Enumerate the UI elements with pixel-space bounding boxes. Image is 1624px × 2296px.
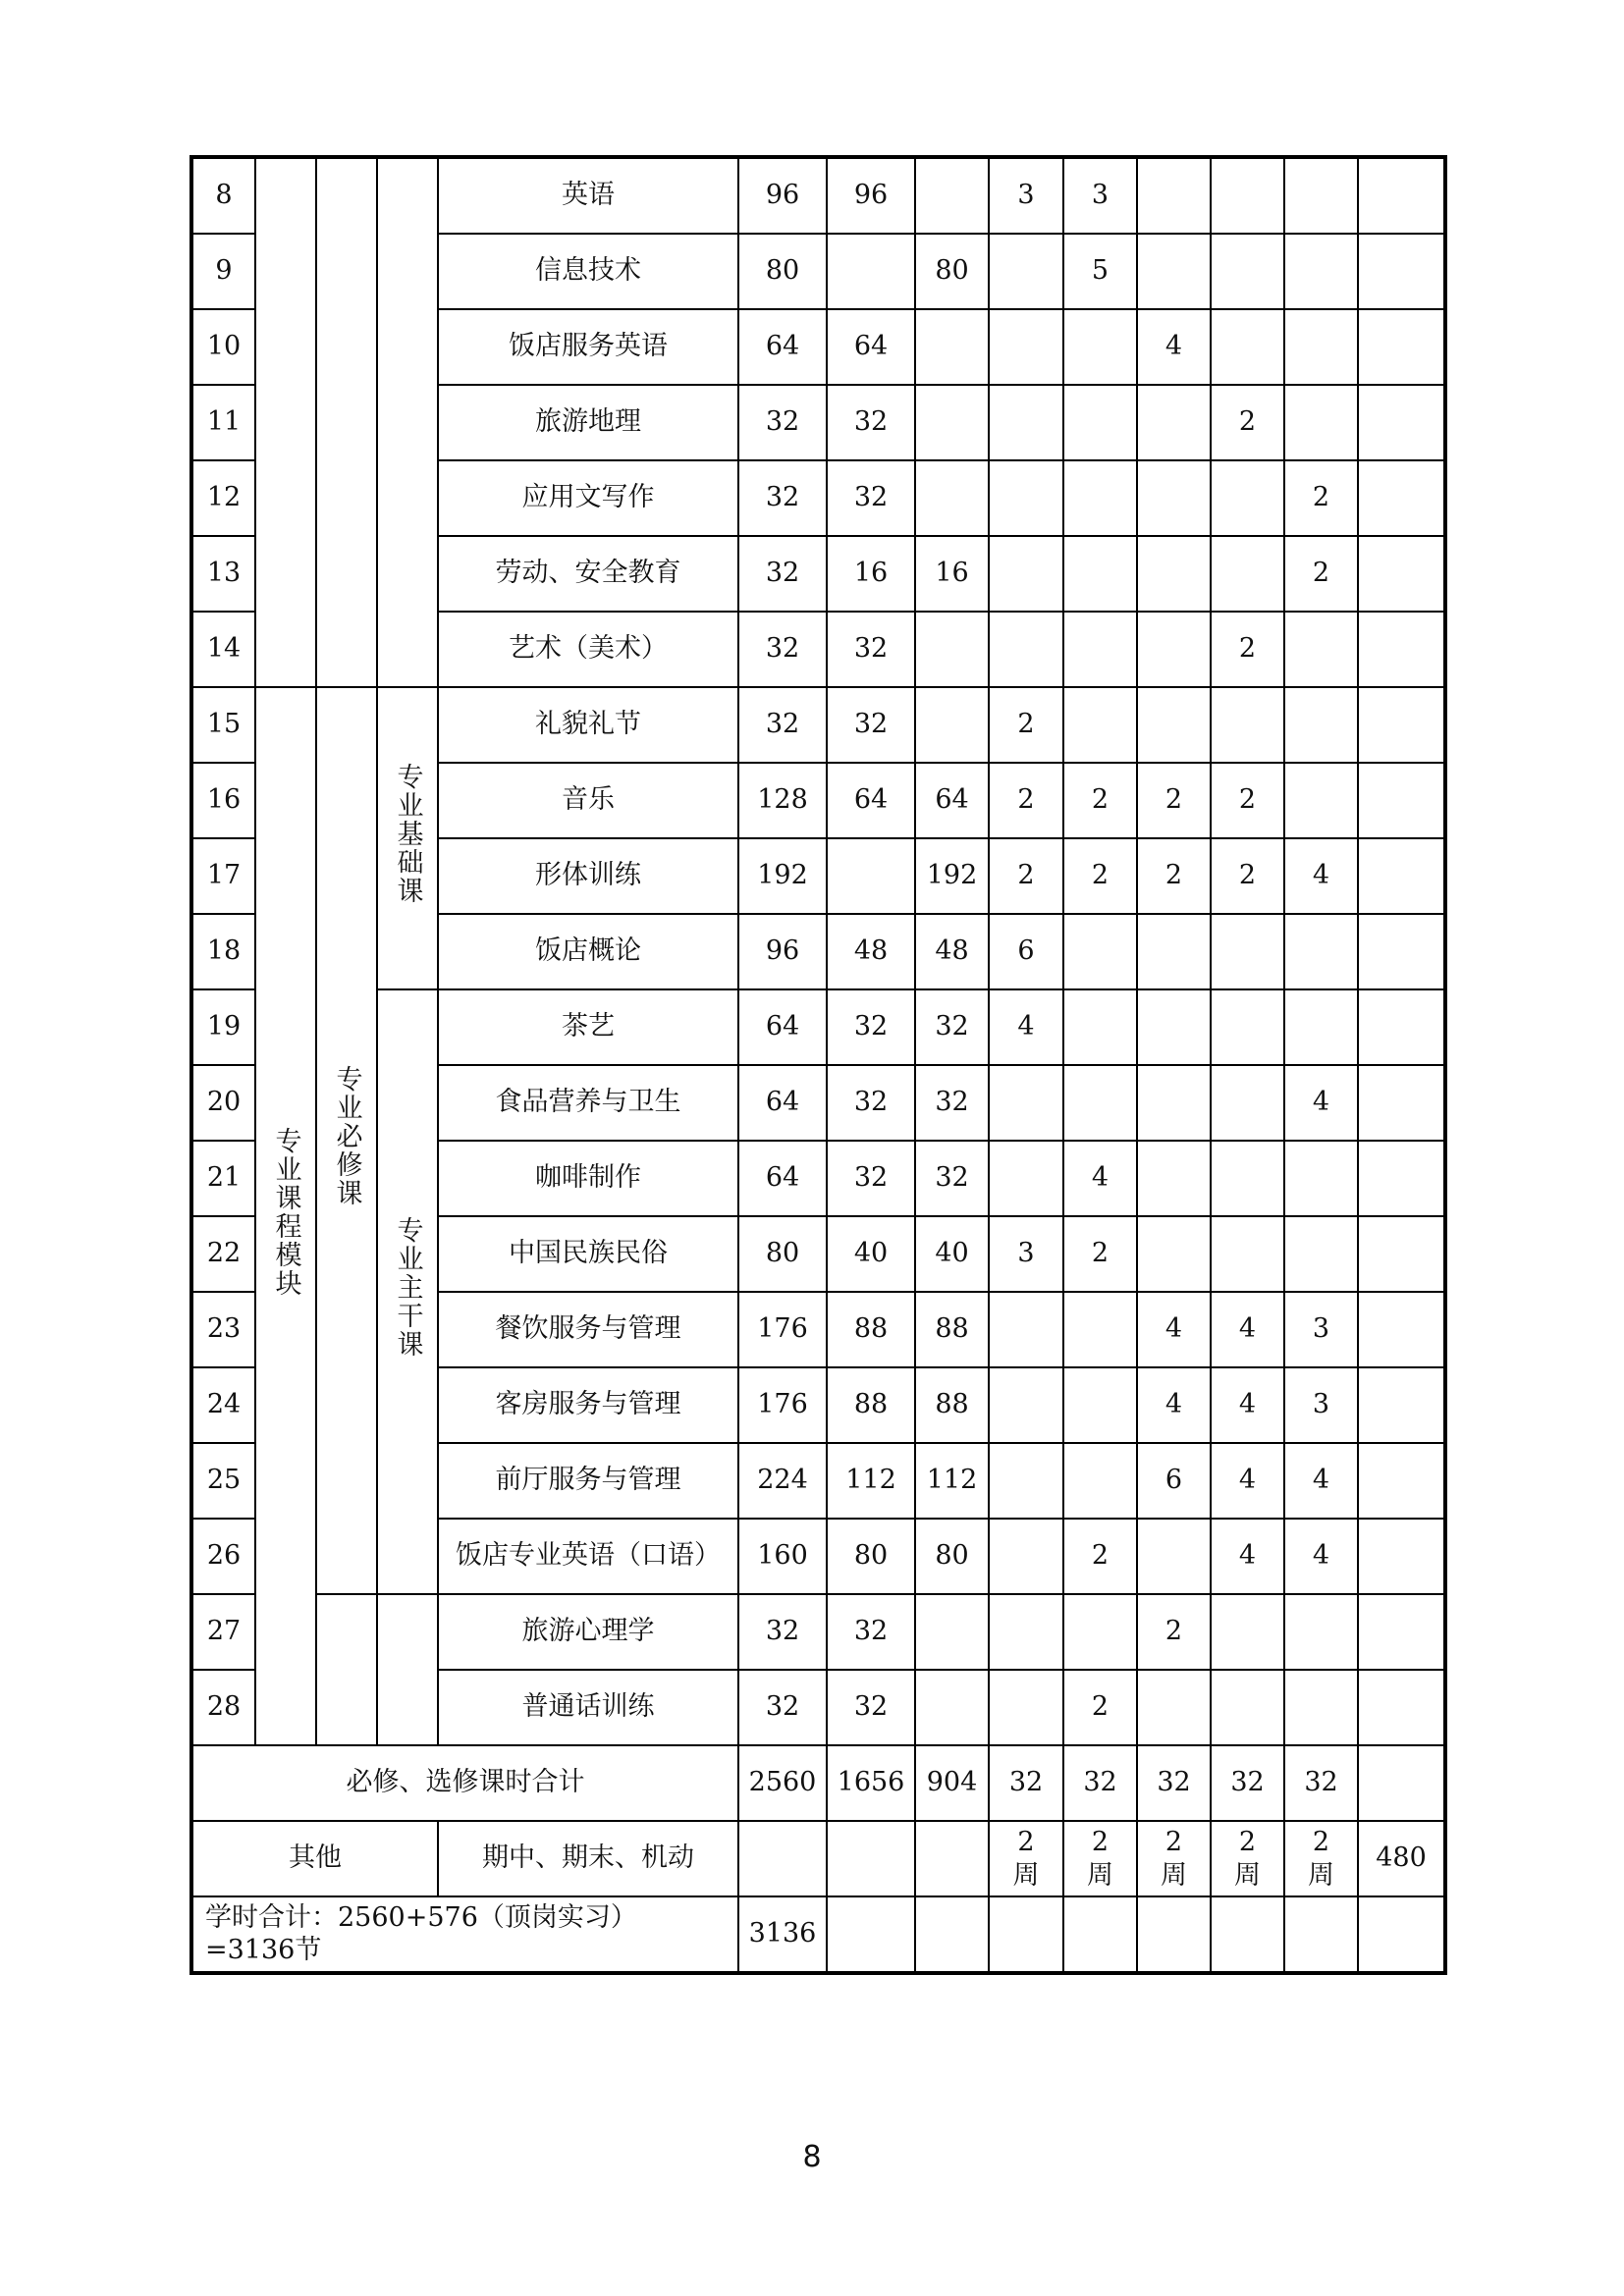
cell-remarks — [1358, 989, 1445, 1065]
cell-s4 — [1211, 1216, 1284, 1292]
cell-s3 — [1137, 460, 1211, 536]
cell-s1 — [989, 536, 1063, 612]
cell-practice: 64 — [915, 763, 989, 838]
other-extra: 480 — [1358, 1821, 1445, 1896]
cell-practice — [915, 612, 989, 687]
cell-remarks — [1358, 460, 1445, 536]
cell-s5 — [1284, 234, 1358, 309]
cell-remarks — [1358, 1670, 1445, 1745]
cell-s5 — [1284, 989, 1358, 1065]
grand-total-row — [191, 1896, 1445, 1973]
group-module-text: 专业课程模块 — [270, 1126, 301, 1298]
cell-practice: 192 — [915, 838, 989, 914]
cell-s2: 2 — [1063, 763, 1137, 838]
cell-total: 32 — [738, 536, 827, 612]
cell-s2: 2 — [1063, 838, 1137, 914]
other-theory — [827, 1821, 915, 1896]
row-number: 22 — [191, 1216, 255, 1292]
row-number: 16 — [191, 763, 255, 838]
cell-s3 — [1137, 234, 1211, 309]
row-number: 26 — [191, 1519, 255, 1594]
cell-practice: 40 — [915, 1216, 989, 1292]
cell-total: 224 — [738, 1443, 827, 1519]
course-name: 食品营养与卫生 — [438, 1065, 738, 1141]
cell-remarks — [1358, 1141, 1445, 1216]
cell-s3: 2 — [1137, 763, 1211, 838]
cell-s3 — [1137, 989, 1211, 1065]
cell-practice: 32 — [915, 1065, 989, 1141]
grand-total-empty — [1063, 1896, 1137, 1973]
cell-s2 — [1063, 914, 1137, 989]
group-module — [255, 687, 316, 1745]
course-name: 形体训练 — [438, 838, 738, 914]
cell-s4: 4 — [1211, 1367, 1284, 1443]
cell-total: 32 — [738, 612, 827, 687]
cell-s2: 3 — [1063, 157, 1137, 234]
cell-s4: 4 — [1211, 1443, 1284, 1519]
group-core — [377, 989, 438, 1594]
row-number: 20 — [191, 1065, 255, 1141]
cell-s2 — [1063, 1443, 1137, 1519]
cell-s4: 2 — [1211, 838, 1284, 914]
row-number: 27 — [191, 1594, 255, 1670]
course-name: 艺术（美术） — [438, 612, 738, 687]
row-number: 24 — [191, 1367, 255, 1443]
cell-practice — [915, 385, 989, 460]
cell-remarks — [1358, 1367, 1445, 1443]
cell-s3: 6 — [1137, 1443, 1211, 1519]
type-cell — [377, 157, 438, 687]
cell-s1 — [989, 612, 1063, 687]
other-week — [1137, 1821, 1211, 1896]
cell-s1: 3 — [989, 1216, 1063, 1292]
cell-s5 — [1284, 612, 1358, 687]
cell-practice: 32 — [915, 989, 989, 1065]
cell-total: 32 — [738, 385, 827, 460]
cell-remarks — [1358, 838, 1445, 914]
elective-cell — [316, 1594, 377, 1745]
cell-practice: 32 — [915, 1141, 989, 1216]
cell-s1 — [989, 460, 1063, 536]
other-row — [191, 1821, 1445, 1896]
cell-practice — [915, 157, 989, 234]
cell-theory: 32 — [827, 687, 915, 763]
cell-s5 — [1284, 1670, 1358, 1745]
cell-total: 64 — [738, 309, 827, 385]
course-name: 饭店概论 — [438, 914, 738, 989]
cell-theory: 80 — [827, 1519, 915, 1594]
cell-total: 160 — [738, 1519, 827, 1594]
cell-s4 — [1211, 234, 1284, 309]
other-week — [1211, 1821, 1284, 1896]
row-number: 17 — [191, 838, 255, 914]
cell-s2 — [1063, 536, 1137, 612]
subcategory-cell — [316, 157, 377, 687]
elective-type-cell — [377, 1594, 438, 1745]
group-foundation — [377, 687, 438, 989]
cell-s1 — [989, 234, 1063, 309]
cell-s1 — [989, 1292, 1063, 1367]
summary-total: 2560 — [738, 1745, 827, 1821]
course-name: 普通话训练 — [438, 1670, 738, 1745]
cell-s2 — [1063, 460, 1137, 536]
cell-s5: 2 — [1284, 460, 1358, 536]
summary-row — [191, 1745, 1445, 1821]
course-name: 餐饮服务与管理 — [438, 1292, 738, 1367]
cell-s5: 3 — [1284, 1367, 1358, 1443]
cell-s5: 2 — [1284, 536, 1358, 612]
cell-total: 80 — [738, 234, 827, 309]
cell-s4 — [1211, 989, 1284, 1065]
cell-s5 — [1284, 763, 1358, 838]
row-number: 23 — [191, 1292, 255, 1367]
cell-remarks — [1358, 1065, 1445, 1141]
cell-s3 — [1137, 536, 1211, 612]
cell-practice — [915, 309, 989, 385]
summary-theory: 1656 — [827, 1745, 915, 1821]
summary-s4: 32 — [1211, 1745, 1284, 1821]
cell-s4 — [1211, 157, 1284, 234]
category-cell — [255, 157, 316, 687]
cell-s5 — [1284, 1141, 1358, 1216]
row-number: 28 — [191, 1670, 255, 1745]
grand-total-empty — [989, 1896, 1063, 1973]
cell-s3 — [1137, 385, 1211, 460]
cell-s3 — [1137, 1065, 1211, 1141]
cell-s3 — [1137, 1519, 1211, 1594]
cell-s4 — [1211, 1670, 1284, 1745]
cell-s5 — [1284, 1216, 1358, 1292]
cell-s3: 2 — [1137, 1594, 1211, 1670]
cell-remarks — [1358, 1594, 1445, 1670]
curriculum-table — [189, 155, 1447, 1975]
cell-s2 — [1063, 1065, 1137, 1141]
cell-s4 — [1211, 1141, 1284, 1216]
course-name: 饭店服务英语 — [438, 309, 738, 385]
cell-s4 — [1211, 460, 1284, 536]
grand-total-empty — [1137, 1896, 1211, 1973]
cell-s5: 4 — [1284, 838, 1358, 914]
cell-s1 — [989, 1367, 1063, 1443]
summary-s3: 32 — [1137, 1745, 1211, 1821]
cell-practice — [915, 687, 989, 763]
grand-total-empty — [1284, 1896, 1358, 1973]
cell-s4 — [1211, 1065, 1284, 1141]
cell-s2: 2 — [1063, 1519, 1137, 1594]
cell-practice: 16 — [915, 536, 989, 612]
course-name: 咖啡制作 — [438, 1141, 738, 1216]
other-item: 期中、期末、机动 — [438, 1821, 738, 1896]
cell-theory: 32 — [827, 1670, 915, 1745]
group-foundation-text: 专业基础课 — [392, 763, 423, 906]
cell-s3 — [1137, 687, 1211, 763]
cell-theory: 40 — [827, 1216, 915, 1292]
cell-practice — [915, 1670, 989, 1745]
cell-theory: 112 — [827, 1443, 915, 1519]
table-row — [191, 989, 1445, 1065]
other-week-text: 2 周 — [1308, 1826, 1334, 1891]
cell-remarks — [1358, 536, 1445, 612]
cell-remarks — [1358, 234, 1445, 309]
cell-theory: 96 — [827, 157, 915, 234]
other-practice — [915, 1821, 989, 1896]
cell-s4 — [1211, 1594, 1284, 1670]
cell-s4: 4 — [1211, 1519, 1284, 1594]
cell-theory: 32 — [827, 1594, 915, 1670]
cell-theory: 32 — [827, 989, 915, 1065]
cell-remarks — [1358, 1292, 1445, 1367]
cell-s5 — [1284, 385, 1358, 460]
cell-total: 64 — [738, 1141, 827, 1216]
cell-s4: 2 — [1211, 612, 1284, 687]
row-number: 25 — [191, 1443, 255, 1519]
cell-s5 — [1284, 157, 1358, 234]
cell-s3 — [1137, 1216, 1211, 1292]
cell-total: 32 — [738, 460, 827, 536]
cell-theory: 32 — [827, 1141, 915, 1216]
row-number: 14 — [191, 612, 255, 687]
cell-remarks — [1358, 157, 1445, 234]
cell-total: 176 — [738, 1367, 827, 1443]
course-name: 英语 — [438, 157, 738, 234]
cell-total: 80 — [738, 1216, 827, 1292]
course-name: 信息技术 — [438, 234, 738, 309]
cell-s1: 3 — [989, 157, 1063, 234]
cell-theory: 32 — [827, 1065, 915, 1141]
cell-s4: 2 — [1211, 763, 1284, 838]
cell-s5: 4 — [1284, 1443, 1358, 1519]
grand-total-empty — [915, 1896, 989, 1973]
cell-theory: 16 — [827, 536, 915, 612]
cell-s5: 3 — [1284, 1292, 1358, 1367]
cell-s4 — [1211, 309, 1284, 385]
cell-total: 192 — [738, 838, 827, 914]
summary-remarks — [1358, 1745, 1445, 1821]
cell-s2 — [1063, 687, 1137, 763]
cell-s5: 4 — [1284, 1065, 1358, 1141]
other-label: 其他 — [191, 1821, 438, 1896]
cell-theory — [827, 234, 915, 309]
cell-s1 — [989, 1670, 1063, 1745]
other-week-text: 2 周 — [1087, 1826, 1113, 1891]
group-required — [316, 687, 377, 1594]
cell-s5 — [1284, 1594, 1358, 1670]
cell-s4 — [1211, 687, 1284, 763]
cell-s3 — [1137, 1141, 1211, 1216]
cell-s1 — [989, 309, 1063, 385]
cell-s2: 5 — [1063, 234, 1137, 309]
summary-s5: 32 — [1284, 1745, 1358, 1821]
cell-s1 — [989, 1519, 1063, 1594]
other-week-text: 2 周 — [1234, 1826, 1261, 1891]
row-number: 13 — [191, 536, 255, 612]
cell-theory: 32 — [827, 612, 915, 687]
cell-s5 — [1284, 309, 1358, 385]
cell-s1 — [989, 1141, 1063, 1216]
cell-s2 — [1063, 612, 1137, 687]
other-week-text: 2 周 — [1161, 1826, 1187, 1891]
other-week — [1284, 1821, 1358, 1896]
cell-remarks — [1358, 1519, 1445, 1594]
course-name: 前厅服务与管理 — [438, 1443, 738, 1519]
cell-theory — [827, 838, 915, 914]
cell-s2 — [1063, 309, 1137, 385]
table-body — [191, 157, 1445, 1973]
grand-total-empty — [1211, 1896, 1284, 1973]
cell-s2: 2 — [1063, 1670, 1137, 1745]
course-name: 劳动、安全教育 — [438, 536, 738, 612]
grand-total-value: 3136 — [738, 1896, 827, 1973]
cell-remarks — [1358, 612, 1445, 687]
course-name: 音乐 — [438, 763, 738, 838]
cell-total: 32 — [738, 687, 827, 763]
cell-s2 — [1063, 989, 1137, 1065]
cell-s2 — [1063, 1292, 1137, 1367]
cell-remarks — [1358, 687, 1445, 763]
course-name: 应用文写作 — [438, 460, 738, 536]
cell-total: 64 — [738, 1065, 827, 1141]
row-number: 10 — [191, 309, 255, 385]
cell-s2: 2 — [1063, 1216, 1137, 1292]
cell-s3 — [1137, 1670, 1211, 1745]
cell-remarks — [1358, 763, 1445, 838]
group-required-text: 专业必修课 — [331, 1065, 362, 1208]
row-number: 9 — [191, 234, 255, 309]
course-name: 旅游地理 — [438, 385, 738, 460]
cell-practice: 80 — [915, 234, 989, 309]
cell-remarks — [1358, 1443, 1445, 1519]
table-row — [191, 687, 1445, 763]
cell-remarks — [1358, 385, 1445, 460]
cell-remarks — [1358, 1216, 1445, 1292]
cell-s1: 6 — [989, 914, 1063, 989]
cell-practice: 48 — [915, 914, 989, 989]
grand-total-empty — [827, 1896, 915, 1973]
course-name: 礼貌礼节 — [438, 687, 738, 763]
other-week — [989, 1821, 1063, 1896]
course-name: 饭店专业英语（口语） — [438, 1519, 738, 1594]
cell-s1 — [989, 1594, 1063, 1670]
cell-total: 64 — [738, 989, 827, 1065]
cell-s1: 2 — [989, 687, 1063, 763]
cell-s5 — [1284, 914, 1358, 989]
cell-s3 — [1137, 914, 1211, 989]
cell-practice: 88 — [915, 1292, 989, 1367]
cell-s1 — [989, 1443, 1063, 1519]
cell-practice: 80 — [915, 1519, 989, 1594]
cell-s2 — [1063, 1594, 1137, 1670]
summary-s2: 32 — [1063, 1745, 1137, 1821]
row-number: 11 — [191, 385, 255, 460]
summary-s1: 32 — [989, 1745, 1063, 1821]
cell-theory: 64 — [827, 763, 915, 838]
cell-s2 — [1063, 385, 1137, 460]
cell-s3: 4 — [1137, 1292, 1211, 1367]
cell-total: 32 — [738, 1594, 827, 1670]
cell-s4: 2 — [1211, 385, 1284, 460]
cell-total: 32 — [738, 1670, 827, 1745]
cell-s3 — [1137, 612, 1211, 687]
cell-practice: 112 — [915, 1443, 989, 1519]
cell-s2 — [1063, 1367, 1137, 1443]
group-core-text: 专业主干课 — [392, 1216, 423, 1360]
cell-s3: 4 — [1137, 1367, 1211, 1443]
row-number: 15 — [191, 687, 255, 763]
grand-total-label: 学时合计：2560+576（顶岗实习）=3136节 — [191, 1896, 738, 1973]
cell-remarks — [1358, 914, 1445, 989]
cell-theory: 88 — [827, 1367, 915, 1443]
cell-s1 — [989, 385, 1063, 460]
cell-s4 — [1211, 914, 1284, 989]
cell-total: 176 — [738, 1292, 827, 1367]
course-name: 茶艺 — [438, 989, 738, 1065]
cell-s4 — [1211, 536, 1284, 612]
course-name: 旅游心理学 — [438, 1594, 738, 1670]
summary-label: 必修、选修课时合计 — [191, 1745, 738, 1821]
cell-s2: 4 — [1063, 1141, 1137, 1216]
row-number: 8 — [191, 157, 255, 234]
cell-total: 128 — [738, 763, 827, 838]
cell-total: 96 — [738, 157, 827, 234]
page-number: 8 — [802, 2140, 822, 2174]
cell-s3: 2 — [1137, 838, 1211, 914]
other-week-text: 2 周 — [1012, 1826, 1040, 1891]
cell-s1: 2 — [989, 838, 1063, 914]
grand-total-empty — [1358, 1896, 1445, 1973]
other-total — [738, 1821, 827, 1896]
table-row — [191, 157, 1445, 234]
row-number: 19 — [191, 989, 255, 1065]
table-row — [191, 1594, 1445, 1670]
row-number: 18 — [191, 914, 255, 989]
cell-s3 — [1137, 157, 1211, 234]
other-week — [1063, 1821, 1137, 1896]
cell-s1: 4 — [989, 989, 1063, 1065]
cell-remarks — [1358, 309, 1445, 385]
cell-s3: 4 — [1137, 309, 1211, 385]
cell-s4: 4 — [1211, 1292, 1284, 1367]
cell-theory: 32 — [827, 460, 915, 536]
course-name: 客房服务与管理 — [438, 1367, 738, 1443]
cell-practice — [915, 1594, 989, 1670]
cell-practice: 88 — [915, 1367, 989, 1443]
cell-theory: 32 — [827, 385, 915, 460]
cell-s5 — [1284, 687, 1358, 763]
cell-theory: 48 — [827, 914, 915, 989]
cell-theory: 64 — [827, 309, 915, 385]
row-number: 12 — [191, 460, 255, 536]
summary-practice: 904 — [915, 1745, 989, 1821]
course-name: 中国民族民俗 — [438, 1216, 738, 1292]
cell-total: 96 — [738, 914, 827, 989]
cell-s1: 2 — [989, 763, 1063, 838]
cell-theory: 88 — [827, 1292, 915, 1367]
cell-s5: 4 — [1284, 1519, 1358, 1594]
row-number: 21 — [191, 1141, 255, 1216]
cell-s1 — [989, 1065, 1063, 1141]
cell-practice — [915, 460, 989, 536]
